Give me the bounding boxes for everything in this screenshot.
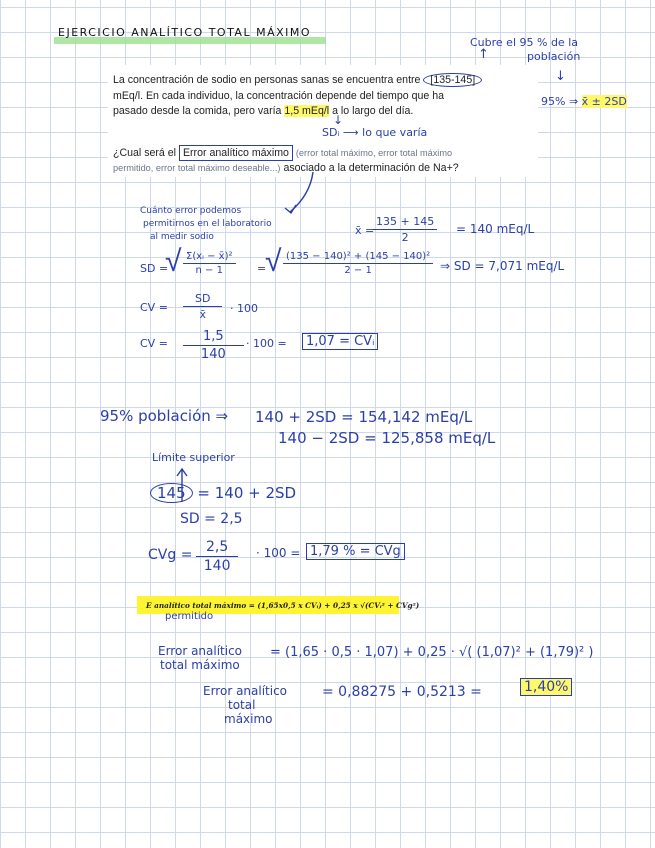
formula-text: E analítico total máximo = (1,65x0,5 x CVᵢ) + 0,25 x √(CVᵢ² + CVg²)	[146, 601, 420, 610]
note-cubre: Cubre el 95 % de la	[470, 36, 578, 49]
note-95: 95% ⇒ x̄ ± 2SD	[541, 95, 627, 108]
final-b-label-2: total	[228, 698, 256, 712]
sd-lhs: SD =	[140, 262, 169, 275]
problem-line-2: mEq/l. En cada individuo, la concentración depende del tiempo que ha	[113, 90, 444, 102]
question-line-2: permitido, error total máximo deseable...) asociado a la determinación de Na+?	[113, 162, 459, 174]
population-upper: 140 + 2SD = 154,142 mEq/L	[255, 408, 473, 426]
cvg-fraction: $\frac{2,5}{140}$	[196, 539, 238, 574]
final-label-2: total máximo	[160, 658, 240, 672]
cvg-result-box: 1,79 % = CVg	[306, 543, 405, 560]
mean-result: = 140 mEq/L	[456, 222, 535, 236]
note-cuanto-3: al medir sodio	[150, 232, 214, 242]
population-lower: 140 − 2SD = 125,858 mEq/L	[278, 429, 496, 447]
final-result-box: 1,40%	[520, 678, 572, 696]
cv-lhs: CV =	[140, 301, 168, 314]
cv-fraction: $\frac{SD}{x̄}$	[183, 292, 222, 321]
note-sdi: SDᵢ ⟶ lo que varía	[322, 126, 428, 139]
cvi-fraction: $\frac{1,5}{140}$	[183, 329, 244, 362]
range-circled: [135-145]	[423, 73, 482, 87]
arrow-down-icon: ↓	[555, 69, 566, 84]
note-95-highlight: x̄ ± 2SD	[581, 95, 627, 108]
cvg-mult: · 100 =	[256, 546, 301, 560]
sd-eq: =	[257, 262, 267, 275]
mean-lhs: x̄ =	[355, 224, 375, 237]
cv-mult: · 100	[230, 302, 258, 315]
page-title: EJERCICIO ANALÍTICO TOTAL MÁXIMO	[58, 26, 312, 39]
population-label: 95% población ⇒	[100, 407, 229, 425]
problem-line-1: La concentración de sodio en personas sanas se encuentra entre [135-145]	[113, 75, 482, 86]
sqrt-icon-2: √	[265, 244, 282, 279]
sd-fraction: $\frac{\text{Σ(xᵢ − x̄)²}}{n - 1}$	[183, 251, 236, 276]
note-cuanto-2: permitirnos en el laboratorio	[143, 219, 272, 229]
cvi-mult: · 100 =	[246, 337, 287, 350]
cvi-lhs: CV =	[140, 337, 168, 350]
sd-result: ⇒ SD = 7,071 mEq/L	[440, 259, 565, 273]
limit-circled: 145	[150, 483, 193, 503]
note-poblacion: población	[527, 50, 581, 63]
curved-arrow	[290, 172, 313, 212]
problem-line-3: pasado desde la comida, pero varía 1,5 mEq/l a lo largo del día.	[113, 105, 414, 117]
final-label-1: Error analítico	[158, 644, 243, 658]
cvi-result-box: 1,07 = CVᵢ	[302, 333, 378, 350]
arrow-up-icon: ↑	[478, 47, 489, 62]
variation-highlight: 1,5 mEq/l	[284, 105, 330, 117]
note-cuanto-1: Cuánto error podemos	[140, 206, 242, 216]
question-line-1: ¿Cual será el Error analítico máximo (error total máximo, error total máximo	[113, 147, 453, 159]
sqrt-icon: √	[165, 244, 182, 279]
final-result-eq: = 0,88275 + 0,5213 =	[322, 684, 482, 700]
cvg-lhs: CVg =	[148, 547, 193, 563]
limit-equation: 145 = 140 + 2SD	[150, 486, 296, 501]
limit-label: Límite superior	[152, 451, 235, 464]
mean-fraction: $\frac{135 + 145}{2}$	[373, 215, 437, 244]
arrow-down-small-icon: ↓	[333, 113, 344, 127]
sd-value: SD = 2,5	[180, 511, 243, 527]
formula-permitido: permitido	[165, 611, 214, 622]
sd-fraction-2: $\frac{\text{(135 − 140)² + (145 − 140)²}}{2 - 1}$	[283, 251, 433, 276]
question-highlight: Error analítico máximo	[179, 145, 293, 161]
final-b-label-3: máximo	[224, 712, 273, 726]
final-b-label-1: Error analítico	[203, 684, 288, 698]
final-equation: = (1,65 · 0,5 · 1,07) + 0,25 · √( (1,07)² + (1,79)² )	[270, 645, 594, 660]
